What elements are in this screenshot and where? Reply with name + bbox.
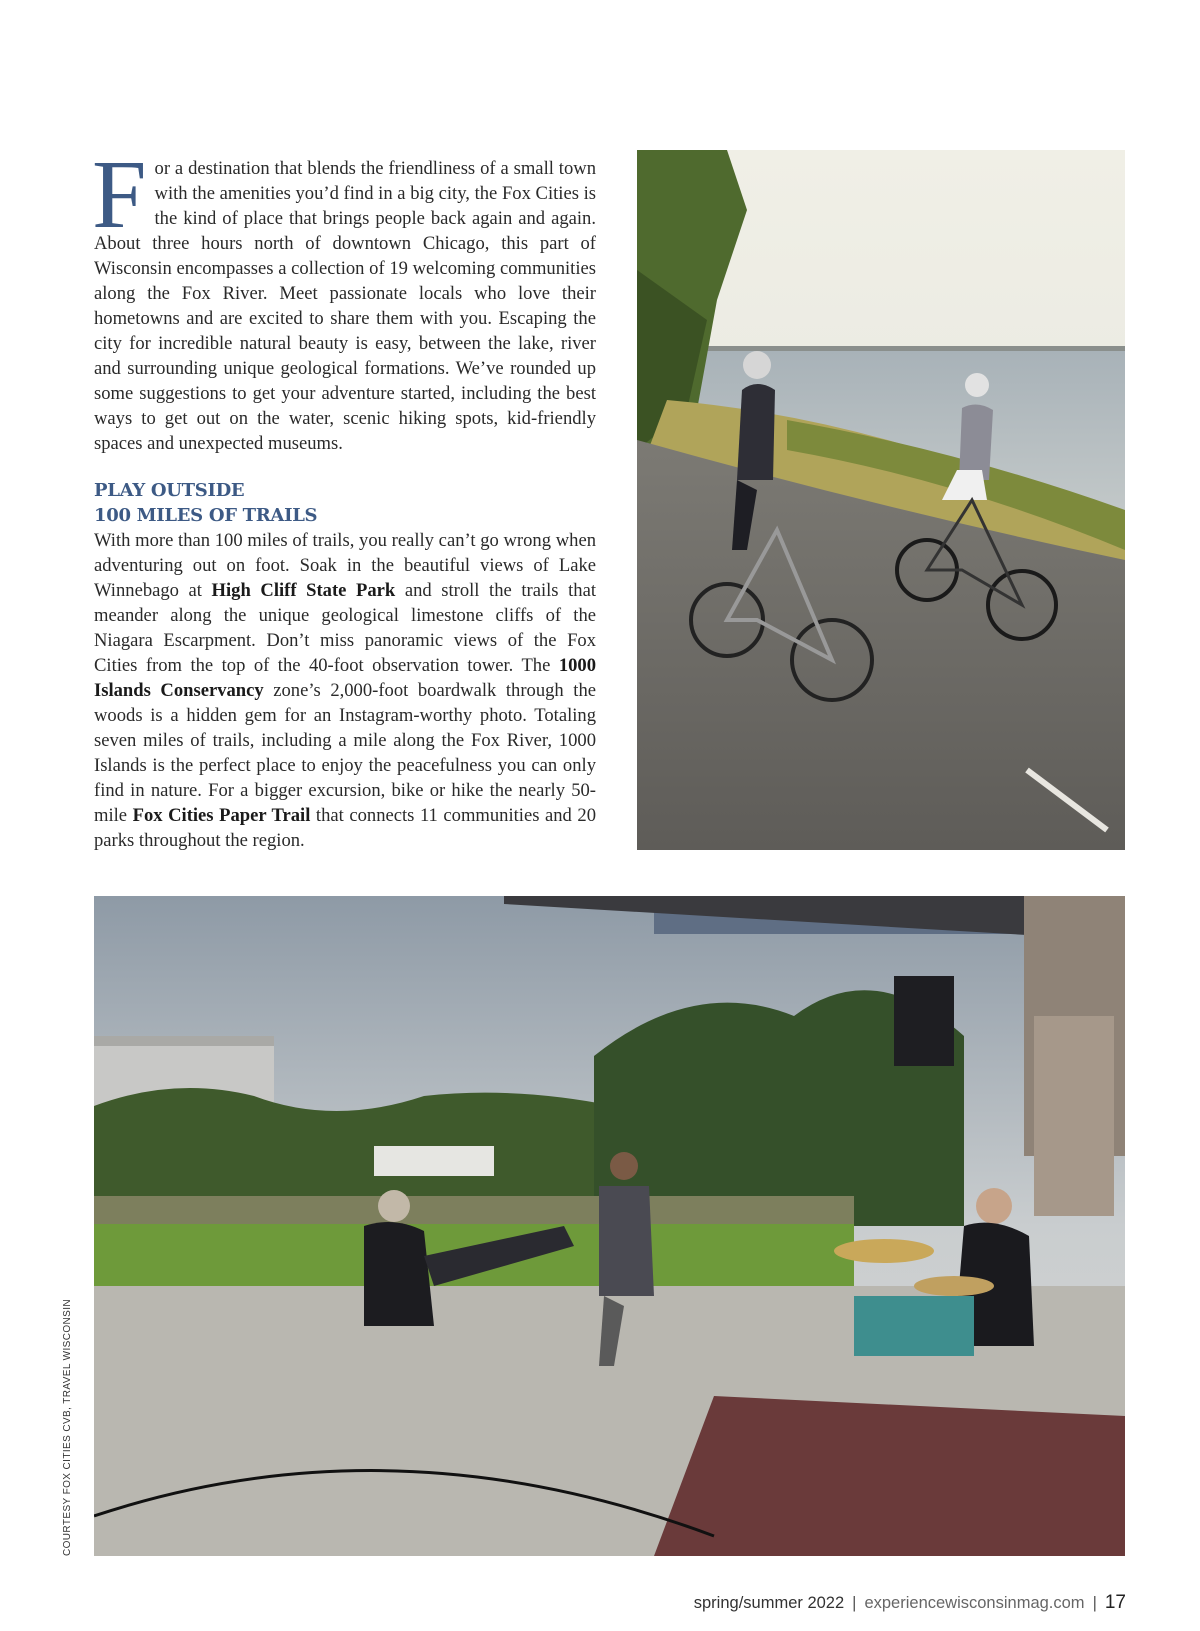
page-number: 17 [1104, 1592, 1126, 1613]
section-kicker: PLAY OUTSIDE [94, 480, 245, 501]
issue-label: spring/summer 2022 [693, 1593, 845, 1612]
trails-paragraph [94, 528, 596, 853]
intro-paragraph [92, 141, 596, 456]
photo-concert [94, 896, 1125, 1556]
trails-text-3: zone’s 2,000-foot boardwalk through the woods is a hidden gem for an Instagram-worthy photo. Totaling seven miles of trails, including a mile along the Fox River, 1000 Islands is the perfect place to enjoy the peacefulness you can only find in nature. For a bigger excursion, bike or hike the nearly 50-mile [94, 680, 596, 826]
place-paper-trail: Fox Cities Paper Trail [132, 805, 311, 826]
page-footer [694, 1592, 1126, 1614]
place-1000-islands: 1000 Islands Conservancy [94, 655, 596, 701]
trails-text-4: that connects 11 communities and 20 parks throughout the region. [94, 805, 596, 851]
website-link[interactable]: experiencewisconsinmag.com [864, 1593, 1085, 1612]
photo-cyclists [637, 150, 1125, 850]
intro-text: or a destination that blends the friendliness of a small town with the amenities you’d find in a big city, the Fox Cities is the kind of place that brings people back again and again. About three hours north of downtown Chicago, this part of Wisconsin encompasses a collection of 19 welcoming communities along the Fox River. Meet passionate locals who love their hometowns and are excited to share them with you. Escaping the city for incredible natural beauty is easy, between the lake, river and surrounding unique geological formations. We’ve rounded up some suggestions to get your adventure started, including the best ways to get out on the water, scenic hiking spots, kid-friendly spaces and unexpected museums. [94, 158, 596, 454]
trails-text-1: With more than 100 miles of trails, you really can’t go wrong when adventuring out on foot. Soak in the beautiful views of Lake Winnebago at [94, 530, 596, 601]
footer-separator-2: | [1092, 1593, 1097, 1612]
photo-credit: COURTESY FOX CITIES CVB, TRAVEL WISCONSIN [62, 1298, 73, 1556]
drop-cap: F [92, 141, 147, 249]
footer-separator: | [852, 1593, 857, 1612]
trails-text-2: and stroll the trails that meander along the unique geological limestone cliffs of the Niagara Escarpment. Don’t miss panoramic views of the Fox Cities from the top of the 40-foot observation tower. The [94, 580, 596, 676]
place-high-cliff: High Cliff State Park [211, 580, 396, 601]
article-column [92, 141, 596, 853]
section-heading [94, 478, 596, 528]
section-title: 100 MILES OF TRAILS [94, 505, 318, 526]
